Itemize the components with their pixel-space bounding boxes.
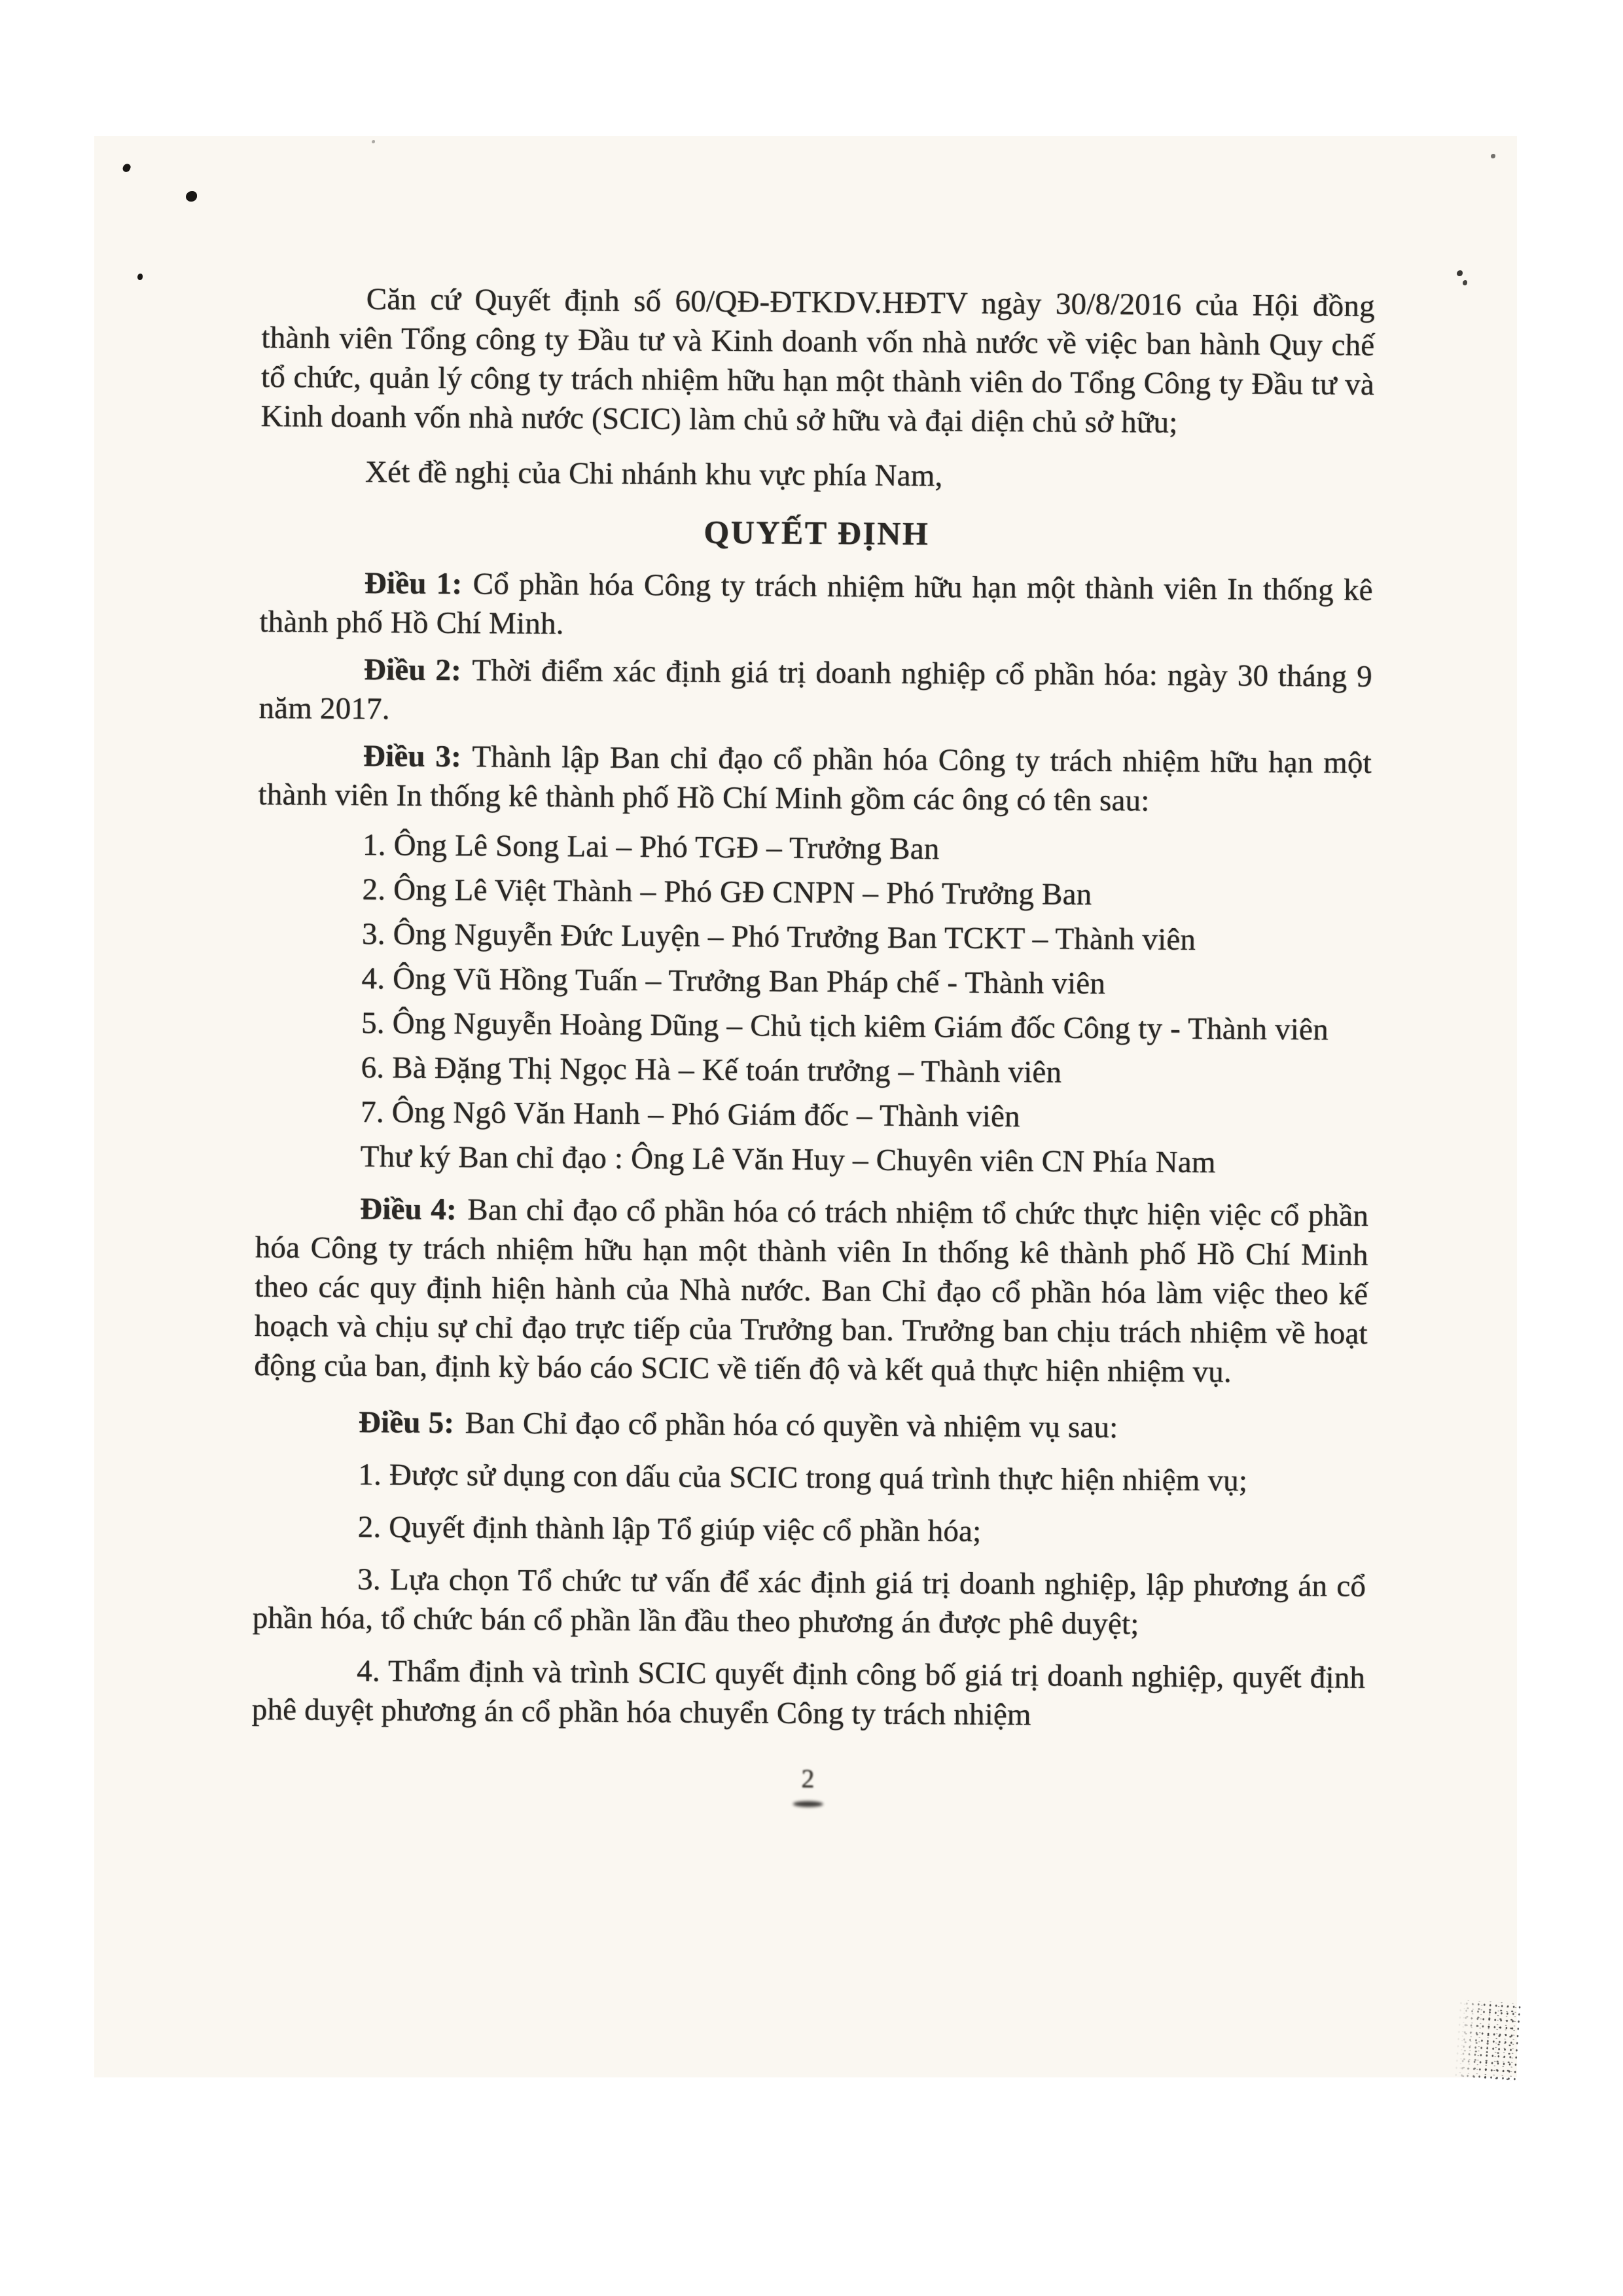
- scanned-page: [94, 136, 1517, 2077]
- article-4: [254, 1189, 1368, 1393]
- ink-speck: [186, 191, 197, 202]
- duty-item-3: 3. Lựa chọn Tổ chức tư vấn để xác định giá trị doanh nghiệp, lập phương án cổ phần hóa, tổ chức bán cổ phần lần đầu theo phương án được phê duyệt;: [252, 1562, 1366, 1641]
- article-4-text: Ban chỉ đạo cổ phần hóa có trách nhiệm tổ chức thực hiện việc cổ phần hóa Công ty trách nhiệm hữu hạn một thành viên In thống kê thành phố Hồ Chí Minh theo các quy định hiện hành của Nhà nước. Ban Chỉ đạo cổ phần hóa làm việc theo kế hoạch và chịu sự chỉ đạo trực tiếp của Trưởng ban. Trưởng ban chịu trách nhiệm về hoạt động của ban, định kỳ báo cáo SCIC về tiến độ và kết quả thực hiện nhiệm vụ.: [254, 1193, 1369, 1390]
- article-5: [254, 1402, 1367, 1449]
- ink-speck: [1457, 270, 1463, 276]
- article-3-text: Thành lập Ban chỉ đạo cổ phần hóa Công ty trách nhiệm hữu hạn một thành viên In thống kê thành phố Hồ Chí Minh gồm các ông có tên sau:: [258, 740, 1372, 818]
- page-number: 2: [801, 1763, 815, 1793]
- article-2-label: Điều 2:: [363, 653, 462, 688]
- ink-speck: [372, 140, 375, 143]
- duty-item-2: 2. Quyết định thành lập Tổ giúp việc cổ phần hóa;: [357, 1510, 982, 1549]
- ink-speck: [137, 274, 143, 280]
- committee-member-7: 7. Ông Ngô Văn Hanh – Phó Giám đốc – Thành viên: [360, 1095, 1020, 1134]
- committee-member-2: 2. Ông Lê Việt Thành – Phó GĐ CNPN – Phó Trưởng Ban: [362, 872, 1092, 912]
- ink-speck: [122, 162, 132, 173]
- article-1-label: Điều 1:: [364, 566, 463, 601]
- preamble-paragraph-can-cu: Căn cứ Quyết định số 60/QĐ-ĐTKDV.HĐTV ngày 30/8/2016 của Hội đồng thành viên Tổng công ty Đầu tư và Kinh doanh vốn nhà nước về việc ban hành Quy chế tổ chức, quản lý công ty trách nhiệm hữu hạn một thành viên do Tổng Công ty Đầu tư và Kinh doanh vốn nhà nước (SCIC) làm chủ sở hữu và đại diện chủ sở hữu;: [260, 282, 1375, 440]
- duty-item-1: 1. Được sử dụng con dấu của SCIC trong quá trình thực hiện nhiệm vụ;: [358, 1458, 1248, 1498]
- page-number-smudge-mark: [793, 1801, 823, 1807]
- article-1: [259, 563, 1373, 649]
- article-3: [258, 736, 1372, 822]
- committee-member-6: 6. Bà Đặng Thị Ngọc Hà – Kế toán trưởng – Thành viên: [361, 1050, 1062, 1090]
- document-title: QUYẾT ĐỊNH: [704, 513, 930, 552]
- preamble-paragraph-xet-de-nghi: Xét đề nghị của Chi nhánh khu vực phía Nam,: [365, 455, 943, 493]
- committee-member-4: 4. Ông Vũ Hồng Tuấn – Trưởng Ban Pháp chế - Thành viên: [361, 961, 1106, 1001]
- committee-secretary: Thư ký Ban chỉ đạo : Ông Lê Văn Huy – Chuyên viên CN Phía Nam: [360, 1139, 1216, 1180]
- duty-item-4: 4. Thẩm định và trình SCIC quyết định công bố giá trị doanh nghiệp, quyết định phê duyệt phương án cổ phần hóa chuyển Công ty trách nhiệm: [251, 1654, 1366, 1732]
- committee-member-1: 1. Ông Lê Song Lai – Phó TGĐ – Trưởng Ban: [362, 828, 940, 867]
- document-text-block: [251, 279, 1375, 1811]
- article-2: [259, 649, 1372, 736]
- ink-speck: [1463, 280, 1467, 285]
- ink-speck: [1491, 154, 1495, 158]
- article-2-text: Thời điểm xác định giá trị doanh nghiệp cổ phần hóa: ngày 30 tháng 9 năm 2017.: [259, 653, 1372, 726]
- article-5-label: Điều 5:: [358, 1405, 455, 1441]
- article-1-text: Cổ phần hóa Công ty trách nhiệm hữu hạn một thành viên In thống kê thành phố Hồ Chí Minh.: [259, 567, 1373, 641]
- article-5-text: Ban Chỉ đạo cổ phần hóa có quyền và nhiệm vụ sau:: [465, 1406, 1118, 1445]
- committee-member-3: 3. Ông Nguyễn Đức Luyện – Phó Trưởng Ban TCKT – Thành viên: [361, 917, 1196, 957]
- article-4-label: Điều 4:: [359, 1192, 457, 1227]
- article-3-label: Điều 3:: [363, 739, 462, 774]
- committee-member-5: 5. Ông Nguyễn Hoàng Dũng – Chủ tịch kiêm Giám đốc Công ty - Thành viên: [361, 1006, 1329, 1047]
- scanner-noise-artifact: [1453, 2000, 1521, 2081]
